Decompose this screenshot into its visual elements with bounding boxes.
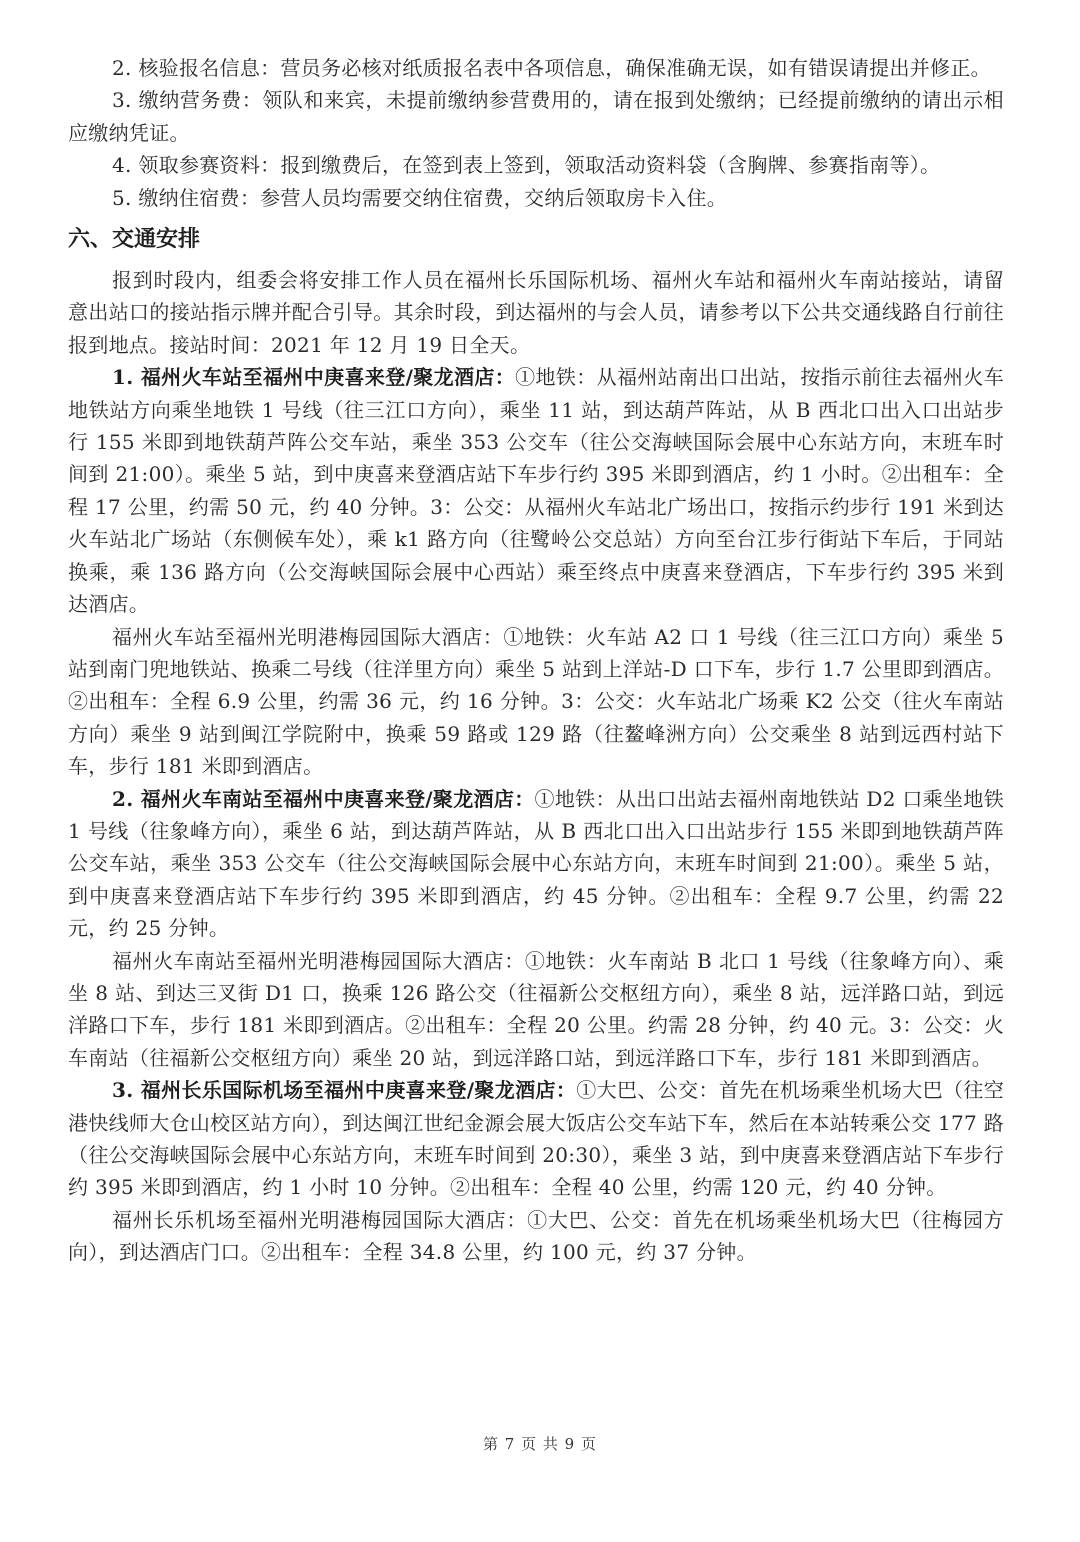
- section-heading-transport: 六、交通安排: [68, 227, 201, 253]
- registration-item-4: 4. 领取参赛资料：报到缴费后，在签到表上签到，领取活动资料袋（含胸牌、参赛指南等）。: [112, 153, 941, 178]
- route-south-station-to-meiyuan: [68, 945, 1004, 1075]
- transport-intro: 报到时段内，组委会将安排工作人员在福州长乐国际机场、福州火车站和福州火车南站接站，请留意出站口的接站指示牌并配合引导。其余时段，到达福州的与会人员，请参考以下公共交通线路自行前往报到地点。接站时间：2021 年 12 月 19 日全天。: [68, 268, 1004, 357]
- route-body: 福州长乐机场至福州光明港梅园国际大酒店：①大巴、公交：首先在机场乘坐机场大巴（往梅园方向），到达酒店门口。②出租车：全程 34.8 公里，约 100 元，约 37 分钟。: [68, 1207, 1004, 1265]
- route-body: ①地铁：从出口出站去福州南地铁站 D2 口乘坐地铁 1 号线（往象峰方向），乘坐 6 站，到达葫芦阵站，从 B 西北口出入口出站步行 155 米即到地铁葫芦阵公交车站，乘坐 353 公交车（往公交海峡国际会展中心东站方向，末班车时间到 21:00）。乘坐 5 站，到中庚喜来登酒店站下车步行约 395 米即到酒店，约 45 分钟。②出租车：全程 9.7 公里，约需 22 元，约 25 分钟。: [68, 786, 1005, 941]
- route-train-station-to-meiyuan: [68, 621, 1004, 783]
- registration-item-2: 2. 核验报名信息：营员务必核对纸质报名表中各项信息，确保准确无误，如有错误请提出并修正。: [112, 56, 991, 80]
- route-train-station-to-sheraton: [68, 361, 1004, 620]
- route-lead: 1. 福州火车站至福州中庚喜来登/聚龙酒店：: [112, 365, 516, 390]
- route-lead: 2. 福州火车南站至福州中庚喜来登/聚龙酒店：: [112, 786, 535, 811]
- route-body: ①地铁：从福州站南出口出站，按指示前往去福州火车地铁站方向乘坐地铁 1 号线（往三江口方向），乘坐 11 站，到达葫芦阵站，从 B 西北口出入口出站步行 155 米即到地铁葫芦阵公交车站，乘坐 353 公交车（往公交海峡国际会展中心东站方向，末班车时间到 21:00）。乘坐 5 站，到中庚喜来登酒店站下车步行约 395 米即到酒店，约 1 小时。②出租车：全程 17 公里，约需 50 元，约 40 分钟。3：公交：从福州火车站北广场出口，按指示约步行 191 米到达火车站北广场站（东侧候车处），乘 k1 路方向（往鹭岭公交总站）方向至台江步行街站下车后，于同站换乘，乘 136 路方向（公交海峡国际会展中心西站）乘至终点中庚喜来登酒店，下车步行约 395 米到达酒店。: [68, 365, 1005, 617]
- route-body: ①大巴、公交：首先在机场乘坐机场大巴（往空港快线师大仓山校区站方向），到达闽江世纪金源会展大饭店公交车站下车，然后在本站转乘公交 177 路（往公交海峡国际会展中心东站方向，末班车时间到 20:30），乘坐 3 站，到中庚喜来登酒店站下车步行约 395 米即到酒店，约 1 小时 10 分钟。②出租车：全程 40 公里，约需 120 元，约 40 分钟。: [68, 1078, 1004, 1200]
- document-page: [68, 52, 1004, 1269]
- route-body: 福州火车站至福州光明港梅园国际大酒店：①地铁：火车站 A2 口 1 号线（往三江口方向）乘坐 5 站到南门兜地铁站、换乘二号线（往洋里方向）乘坐 5 站到上洋站-D 口下车，步行 1.7 公里即到酒店。②出租车：全程 6.9 公里，约需 36 元，约 16 分钟。3：公交：火车站北广场乘 K2 公交（往火车南站方向）乘坐 9 站到闽江学院附中，换乘 59 路或 129 路（往鳌峰洲方向）公交乘坐 8 站到远西村站下车，步行 181 米即到酒店。: [68, 624, 1004, 779]
- registration-item-3: 3. 缴纳营务费：领队和来宾，未提前缴纳参营费用的，请在报到处缴纳；已经提前缴纳的请出示相应缴纳凭证。: [68, 88, 1004, 145]
- registration-item-5: 5. 缴纳住宿费：参营人员均需要交纳住宿费，交纳后领取房卡入住。: [112, 185, 728, 210]
- route-lead: 3. 福州长乐国际机场至福州中庚喜来登/聚龙酒店：: [112, 1078, 577, 1103]
- route-airport-to-sheraton: [68, 1074, 1004, 1204]
- route-body: 福州火车南站至福州光明港梅园国际大酒店：①地铁：火车南站 B 北口 1 号线（往象峰方向）、乘坐 8 站、到达三叉街 D1 口，换乘 126 路公交（往福新公交枢纽方向），乘坐 8 站，远洋路口站，到远洋路口下车，步行 181 米即到酒店。②出租车：全程 20 公里。约需 28 分钟，约 40 元。3：公交：火车南站（往福新公交枢纽方向）乘坐 20 站，到远洋路口站，到远洋路口下车，步行 181 米即到酒店。: [68, 948, 1004, 1070]
- route-south-station-to-sheraton: [68, 783, 1004, 945]
- route-airport-to-meiyuan: [68, 1204, 1004, 1269]
- page-footer: 第 7 页 共 9 页: [483, 1435, 597, 1453]
